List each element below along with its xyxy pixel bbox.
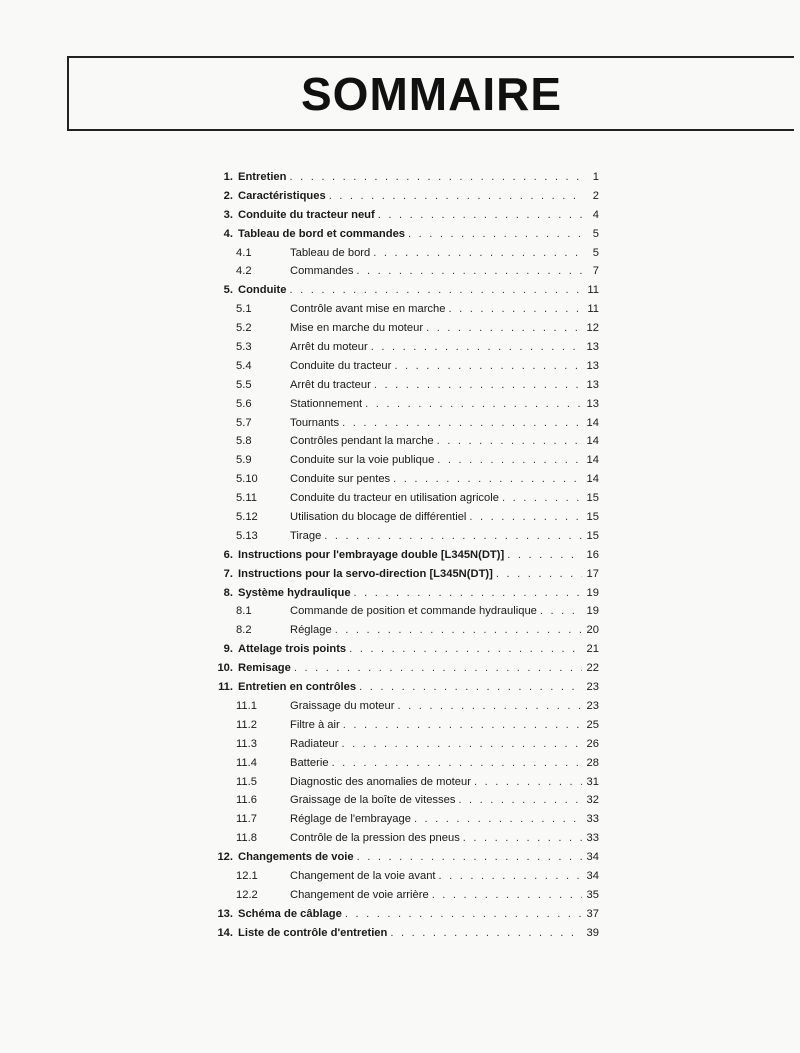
toc-entry bbox=[214, 754, 599, 773]
toc-entry-page: 16 bbox=[586, 548, 599, 561]
toc-entry-title: Contrôles pendant la marche bbox=[290, 435, 434, 448]
toc-entry bbox=[214, 905, 599, 924]
toc-entry bbox=[214, 773, 599, 792]
toc-entry-number: 5.4 bbox=[236, 359, 252, 372]
toc-entry-number: 1. bbox=[223, 171, 233, 183]
toc-entry-title: Réglage de l'embrayage bbox=[290, 813, 411, 826]
toc-entry-title: Entretien en contrôles bbox=[238, 681, 357, 694]
dot-leader bbox=[432, 886, 582, 905]
toc-entry bbox=[214, 527, 599, 546]
dot-leader bbox=[371, 338, 582, 357]
toc-entry-page: 33 bbox=[586, 813, 599, 826]
toc-entry-number: 11.6 bbox=[236, 794, 257, 807]
toc-entry-title: Système hydraulique bbox=[238, 586, 351, 599]
toc-entry-number: 11. bbox=[218, 681, 233, 694]
dot-leader bbox=[345, 905, 582, 924]
toc-entry-page: 11 bbox=[587, 284, 599, 297]
toc-entry-number: 6. bbox=[223, 548, 233, 561]
toc-entry-title: Conduite sur pentes bbox=[290, 473, 391, 486]
toc-entry-page: 31 bbox=[586, 775, 599, 788]
toc-entry-title: Changement de voie arrière bbox=[290, 888, 429, 901]
toc-entry-page: 14 bbox=[586, 473, 599, 486]
toc-entry-number: 5. bbox=[223, 284, 233, 297]
toc-entry bbox=[214, 810, 599, 829]
toc-entry bbox=[214, 886, 599, 905]
toc-entry-title: Conduite bbox=[238, 284, 287, 297]
toc-entry-number: 5.10 bbox=[236, 473, 258, 486]
toc-entry-page: 14 bbox=[586, 416, 599, 429]
dot-leader bbox=[324, 527, 582, 546]
toc-entry bbox=[214, 338, 599, 357]
toc-entry-title: Arrêt du moteur bbox=[290, 341, 368, 354]
toc-entry-number: 13. bbox=[217, 907, 233, 920]
toc-entry-page: 13 bbox=[586, 397, 599, 410]
toc-entry-title: Graissage de la boîte de vitesses bbox=[290, 794, 456, 807]
dot-leader bbox=[502, 489, 582, 508]
dot-leader bbox=[469, 508, 582, 527]
page-title: SOMMAIRE bbox=[301, 67, 562, 120]
dot-leader bbox=[349, 640, 582, 659]
dot-leader bbox=[290, 168, 583, 187]
toc-entry-title: Conduite du tracteur en utilisation agricole bbox=[290, 492, 499, 505]
toc-entry-number: 12.2 bbox=[236, 888, 258, 901]
toc-entry-page: 23 bbox=[586, 681, 599, 694]
dot-leader bbox=[397, 697, 582, 716]
toc-entry-title: Stationnement bbox=[290, 397, 363, 410]
toc-entry-number: 4. bbox=[223, 227, 233, 240]
toc-entry-page: 34 bbox=[586, 869, 599, 882]
toc-entry-title: Réglage bbox=[290, 624, 332, 637]
toc-entry-number: 5.2 bbox=[236, 322, 252, 335]
dot-leader bbox=[343, 716, 582, 735]
toc-entry-page: 15 bbox=[586, 511, 599, 524]
toc-entry-number: 11.5 bbox=[236, 775, 257, 788]
dot-leader bbox=[426, 319, 582, 338]
toc-entry-title: Caractéristiques bbox=[238, 189, 326, 202]
dot-leader bbox=[439, 867, 582, 886]
toc-entry-page: 32 bbox=[586, 794, 599, 807]
toc-entry-title: Diagnostic des anomalies de moteur bbox=[290, 775, 471, 788]
toc-entry-number: 5.7 bbox=[236, 416, 252, 429]
toc-entry-title: Conduite du tracteur neuf bbox=[238, 208, 375, 221]
toc-entry-page: 13 bbox=[586, 341, 599, 354]
toc-entry-title: Entretien bbox=[238, 171, 287, 183]
toc-entry bbox=[214, 716, 599, 735]
toc-entry-title: Filtre à air bbox=[290, 718, 340, 731]
dot-leader bbox=[356, 262, 582, 281]
toc-entry-title: Tableau de bord et commandes bbox=[238, 227, 406, 240]
toc-entry-number: 4.2 bbox=[236, 265, 252, 278]
toc-entry bbox=[214, 319, 599, 338]
toc-entry-number: 2. bbox=[223, 189, 233, 202]
title-box bbox=[67, 56, 794, 131]
toc-entry bbox=[214, 206, 599, 225]
dot-leader bbox=[393, 470, 582, 489]
dot-leader bbox=[342, 414, 582, 433]
toc-entry-page: 17 bbox=[586, 567, 599, 580]
toc-entry-title: Schéma de câblage bbox=[238, 907, 342, 920]
dot-leader bbox=[378, 206, 582, 225]
toc-entry-title: Attelage trois points bbox=[238, 643, 347, 656]
dot-leader bbox=[374, 376, 582, 395]
toc-entry bbox=[214, 697, 599, 716]
toc-entry-page: 19 bbox=[586, 586, 599, 599]
dot-leader bbox=[289, 281, 582, 300]
dot-leader bbox=[335, 621, 582, 640]
toc-entry-number: 12. bbox=[217, 851, 233, 864]
toc-entry-title: Contrôle avant mise en marche bbox=[290, 303, 446, 316]
dot-leader bbox=[357, 848, 582, 867]
dot-leader bbox=[496, 565, 582, 584]
toc-entry-page: 4 bbox=[592, 208, 599, 221]
toc-entry bbox=[214, 565, 599, 584]
dot-leader bbox=[332, 754, 582, 773]
toc-entry-title: Conduite sur la voie publique bbox=[290, 454, 435, 467]
toc-entry-page: 33 bbox=[586, 832, 599, 845]
toc-entry-page: 11 bbox=[587, 303, 599, 316]
dot-leader bbox=[359, 678, 582, 697]
toc-entry bbox=[214, 244, 599, 263]
toc-entry bbox=[214, 432, 599, 451]
dot-leader bbox=[448, 300, 582, 319]
toc-entry-number: 5.11 bbox=[236, 492, 257, 505]
toc-entry-number: 5.9 bbox=[236, 454, 252, 467]
toc-entry-page: 37 bbox=[586, 907, 599, 920]
toc-entry-page: 34 bbox=[586, 851, 599, 864]
toc-entry bbox=[214, 659, 599, 678]
toc-entry-number: 11.3 bbox=[236, 737, 257, 750]
toc-entry-title: Mise en marche du moteur bbox=[290, 322, 424, 335]
toc-entry-number: 8.1 bbox=[236, 605, 252, 618]
toc-entry bbox=[214, 508, 599, 527]
dot-leader bbox=[373, 244, 582, 263]
toc-entry bbox=[214, 357, 599, 376]
toc-entry bbox=[214, 848, 599, 867]
toc-entry-page: 39 bbox=[586, 926, 599, 939]
toc-entry bbox=[214, 602, 599, 621]
toc-entry-number: 11.8 bbox=[236, 832, 257, 845]
toc-entry-title: Commande de position et commande hydraulique bbox=[290, 605, 537, 618]
toc-entry bbox=[214, 735, 599, 754]
toc-entry-number: 7. bbox=[223, 567, 233, 580]
toc-entry-page: 15 bbox=[586, 492, 599, 505]
toc-entry-title: Instructions pour la servo-direction [L345N(DT)] bbox=[238, 567, 493, 580]
toc-entry-number: 11.2 bbox=[236, 718, 257, 731]
toc-entry-number: 14. bbox=[217, 926, 233, 939]
toc-entry-title: Arrêt du tracteur bbox=[290, 378, 371, 391]
toc-entry bbox=[214, 187, 599, 206]
toc-entry-number: 8. bbox=[223, 586, 233, 599]
toc-entry-page: 2 bbox=[592, 189, 599, 202]
toc-entry-page: 14 bbox=[586, 454, 599, 467]
toc-entry-number: 11.4 bbox=[236, 756, 257, 769]
toc-entry-title: Graissage du moteur bbox=[290, 699, 395, 712]
dot-leader bbox=[329, 187, 582, 206]
toc-entry-page: 19 bbox=[586, 605, 599, 618]
dot-leader bbox=[342, 735, 582, 754]
toc-entry bbox=[214, 281, 599, 300]
toc-entry-number: 5.6 bbox=[236, 397, 252, 410]
toc-entry-page: 14 bbox=[586, 435, 599, 448]
toc-entry-title: Liste de contrôle d'entretien bbox=[238, 926, 388, 939]
dot-leader bbox=[394, 357, 582, 376]
toc-entry-title: Changements de voie bbox=[238, 851, 354, 864]
toc-entry-page: 5 bbox=[592, 227, 599, 240]
dot-leader bbox=[540, 602, 582, 621]
dot-leader bbox=[354, 584, 582, 603]
toc-entry-number: 5.12 bbox=[236, 511, 258, 524]
toc-entry bbox=[214, 829, 599, 848]
toc-entry-title: Changement de la voie avant bbox=[290, 869, 436, 882]
toc-entry-number: 8.2 bbox=[236, 624, 252, 637]
toc-entry-page: 25 bbox=[586, 718, 599, 731]
toc-entry-page: 26 bbox=[586, 737, 599, 750]
toc-entry-title: Contrôle de la pression des pneus bbox=[290, 832, 460, 845]
toc-entry bbox=[214, 470, 599, 489]
toc-entry bbox=[214, 225, 599, 244]
toc-entry-page: 5 bbox=[592, 246, 599, 259]
toc-entry bbox=[214, 262, 599, 281]
toc-entry-page: 35 bbox=[586, 888, 599, 901]
toc-entry-number: 11.7 bbox=[236, 813, 257, 826]
dot-leader bbox=[365, 395, 582, 414]
table-of-contents bbox=[214, 168, 599, 943]
dot-leader bbox=[507, 546, 582, 565]
toc-entry-number: 5.5 bbox=[236, 378, 252, 391]
toc-entry-page: 23 bbox=[586, 699, 599, 712]
toc-entry bbox=[214, 867, 599, 886]
toc-entry-page: 21 bbox=[586, 643, 599, 656]
toc-entry-page: 28 bbox=[586, 756, 599, 769]
toc-entry bbox=[214, 376, 599, 395]
dot-leader bbox=[414, 810, 582, 829]
toc-entry bbox=[214, 924, 599, 943]
toc-entry-title: Tirage bbox=[290, 529, 322, 542]
toc-entry bbox=[214, 395, 599, 414]
toc-entry bbox=[214, 451, 599, 470]
toc-entry bbox=[214, 300, 599, 319]
toc-entry-number: 3. bbox=[223, 208, 233, 221]
toc-entry-page: 20 bbox=[586, 624, 599, 637]
toc-entry-page: 7 bbox=[592, 265, 599, 278]
dot-leader bbox=[294, 659, 582, 678]
toc-entry bbox=[214, 640, 599, 659]
toc-entry-title: Conduite du tracteur bbox=[290, 359, 392, 372]
toc-entry-title: Remisage bbox=[238, 662, 291, 675]
dot-leader bbox=[463, 829, 582, 848]
toc-entry bbox=[214, 414, 599, 433]
dot-leader bbox=[437, 432, 582, 451]
toc-entry-title: Instructions pour l'embrayage double [L345N(DT)] bbox=[238, 548, 505, 561]
toc-entry-title: Utilisation du blocage de différentiel bbox=[290, 511, 467, 524]
toc-entry-number: 12.1 bbox=[236, 869, 258, 882]
toc-entry-page: 15 bbox=[586, 529, 599, 542]
toc-entry-number: 5.1 bbox=[236, 303, 252, 316]
toc-entry-title: Radiateur bbox=[290, 737, 339, 750]
toc-entry-page: 13 bbox=[586, 359, 599, 372]
toc-entry-number: 9. bbox=[223, 643, 233, 656]
toc-entry bbox=[214, 621, 599, 640]
toc-entry-number: 11.1 bbox=[236, 699, 257, 712]
toc-entry bbox=[214, 546, 599, 565]
dot-leader bbox=[458, 791, 582, 810]
toc-entry-number: 10. bbox=[217, 662, 233, 675]
toc-entry-number: 4.1 bbox=[236, 246, 252, 259]
toc-entry-number: 5.13 bbox=[236, 529, 258, 542]
toc-entry bbox=[214, 584, 599, 603]
toc-entry-page: 13 bbox=[586, 378, 599, 391]
toc-entry-title: Batterie bbox=[290, 756, 329, 769]
toc-entry-title: Commandes bbox=[290, 265, 354, 278]
toc-entry-page: 1 bbox=[592, 171, 599, 183]
dot-leader bbox=[437, 451, 582, 470]
toc-entry bbox=[214, 168, 599, 187]
toc-entry-number: 5.3 bbox=[236, 341, 252, 354]
dot-leader bbox=[408, 225, 582, 244]
toc-entry bbox=[214, 489, 599, 508]
toc-entry bbox=[214, 791, 599, 810]
toc-entry-page: 22 bbox=[586, 662, 599, 675]
toc-entry-number: 5.8 bbox=[236, 435, 252, 448]
toc-entry bbox=[214, 678, 599, 697]
dot-leader bbox=[390, 924, 582, 943]
toc-entry-page: 12 bbox=[586, 322, 599, 335]
toc-entry-title: Tableau de bord bbox=[290, 246, 371, 259]
toc-entry-title: Tournants bbox=[290, 416, 340, 429]
dot-leader bbox=[474, 773, 582, 792]
